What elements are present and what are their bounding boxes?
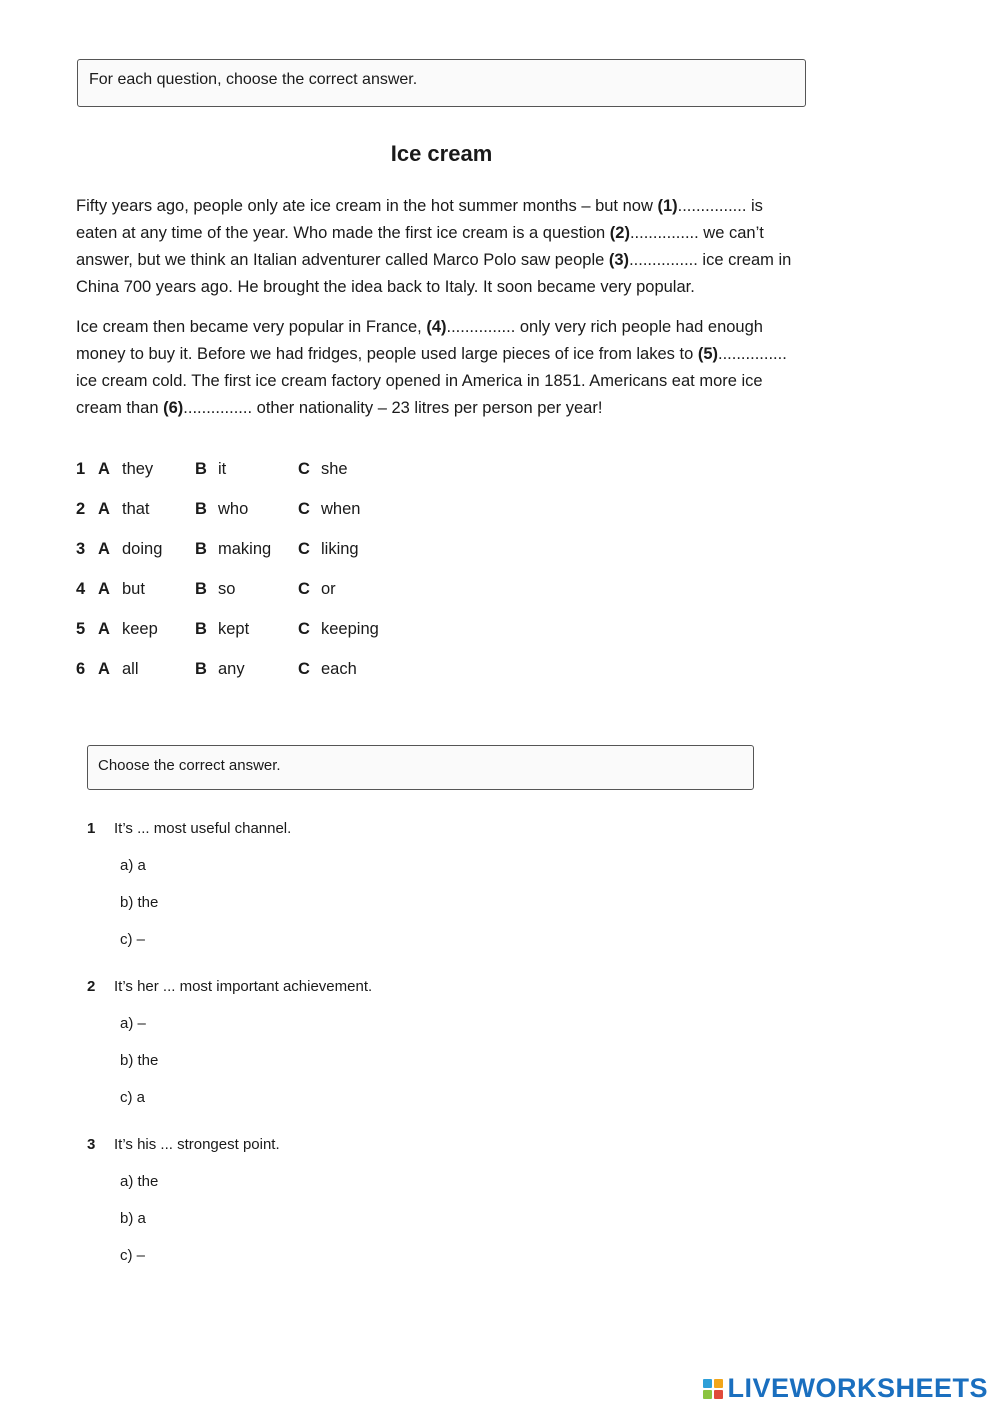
- passage-text: ............... ice cream in China 700 years ago. He brought the idea back to Italy. It soon became very popular.: [76, 251, 792, 296]
- question-number: 3: [76, 540, 86, 558]
- option-letter-a: A: [98, 540, 110, 558]
- question-row: [76, 658, 496, 698]
- option-c[interactable]: she: [321, 460, 348, 478]
- instruction-box: [77, 59, 806, 107]
- option-letter-a: A: [98, 500, 110, 518]
- question-number: 1: [87, 820, 96, 837]
- gap-number: (6): [163, 399, 184, 417]
- question-number: 2: [87, 978, 96, 995]
- option-c[interactable]: when: [321, 500, 361, 518]
- answer-options-list: [76, 458, 496, 698]
- option-b[interactable]: any: [218, 660, 245, 678]
- passage-paragraph-2: [76, 314, 806, 422]
- logo-square: [703, 1390, 712, 1399]
- passage-paragraph-1: [76, 193, 806, 301]
- option-a[interactable]: keep: [122, 620, 158, 638]
- option-c[interactable]: liking: [321, 540, 359, 558]
- option-letter-a: A: [98, 580, 110, 598]
- liveworksheets-logo-icon: [703, 1379, 723, 1399]
- question-number: 3: [87, 1136, 96, 1153]
- option-letter-b: B: [195, 500, 207, 518]
- option-letter-a: A: [98, 660, 110, 678]
- option-a[interactable]: they: [122, 460, 154, 478]
- option-b[interactable]: it: [218, 460, 227, 478]
- question-row: [76, 578, 496, 618]
- question-text: It’s ... most useful channel.: [114, 820, 292, 837]
- question-row: [76, 458, 496, 498]
- question-row: [76, 538, 496, 578]
- question-number: 1: [76, 460, 86, 478]
- question-text: It’s her ... most important achievement.: [114, 978, 373, 995]
- gap-number: (1): [657, 197, 678, 215]
- option-letter-c: C: [298, 660, 310, 678]
- grammar-question: [87, 818, 687, 976]
- passage-text: ............... is eaten at any time of the year. Who made the first ice cream is a question: [76, 197, 763, 242]
- passage-text: ............... we can’t answer, but we think an Italian adventurer called Marco Polo saw people: [76, 224, 764, 269]
- option-a[interactable]: that: [122, 500, 150, 518]
- passage-text: Fifty years ago, people only ate ice cream in the hot summer months – but now: [76, 197, 658, 215]
- answer-option[interactable]: b) the: [120, 1052, 159, 1069]
- answer-option[interactable]: c) –: [120, 931, 146, 948]
- option-b[interactable]: who: [218, 500, 249, 518]
- answer-option[interactable]: b) a: [120, 1210, 146, 1227]
- answer-option[interactable]: a) a: [120, 857, 146, 874]
- option-c[interactable]: keeping: [321, 620, 379, 638]
- gap-number: (5): [697, 345, 719, 363]
- option-letter-b: B: [195, 620, 207, 638]
- answer-option[interactable]: a) –: [120, 1015, 146, 1032]
- instruction-text: For each question, choose the correct answer.: [89, 71, 418, 88]
- gap-number: (3): [608, 251, 630, 269]
- gap-number: (4): [426, 318, 447, 336]
- passage-text: ............... other nationality – 23 litres per person per year!: [183, 399, 603, 417]
- grammar-questions: [87, 818, 687, 1292]
- option-letter-c: C: [298, 620, 310, 638]
- question-row: [76, 498, 496, 538]
- option-c[interactable]: or: [321, 580, 336, 598]
- question-number: 2: [76, 500, 86, 518]
- option-letter-a: A: [98, 460, 110, 478]
- brand-footer: [703, 1373, 988, 1404]
- option-letter-b: B: [195, 580, 207, 598]
- option-c[interactable]: each: [321, 660, 357, 678]
- question-text: It’s his ... strongest point.: [114, 1136, 280, 1153]
- option-a[interactable]: but: [122, 580, 145, 598]
- question-number: 4: [76, 580, 86, 598]
- answer-option[interactable]: c) a: [120, 1089, 146, 1106]
- brand-name: LIVEWORKSHEETS: [727, 1373, 988, 1403]
- gap-number: (2): [609, 224, 630, 242]
- question-number: 5: [76, 620, 86, 638]
- answer-option[interactable]: b) the: [120, 894, 159, 911]
- logo-square: [714, 1390, 723, 1399]
- question-row: [76, 618, 496, 658]
- option-letter-c: C: [298, 460, 310, 478]
- grammar-question: [87, 1134, 687, 1292]
- option-letter-b: B: [195, 660, 207, 678]
- passage-text: ............... only very rich people had enough money to buy it. Before we had fridges, people used large pieces of ice from lakes to: [76, 318, 763, 363]
- option-letter-b: B: [195, 460, 207, 478]
- option-a[interactable]: doing: [122, 540, 163, 558]
- question-number: 6: [76, 660, 86, 678]
- passage-title: Ice cream: [390, 141, 493, 166]
- instruction-box-2: [87, 745, 754, 790]
- option-letter-c: C: [298, 580, 310, 598]
- instruction-text-2: Choose the correct answer.: [98, 757, 281, 774]
- logo-square: [703, 1379, 712, 1388]
- answer-option[interactable]: c) –: [120, 1247, 146, 1264]
- option-letter-c: C: [298, 540, 310, 558]
- grammar-question: [87, 976, 687, 1134]
- option-letter-b: B: [195, 540, 207, 558]
- option-a[interactable]: all: [122, 660, 139, 678]
- passage-text: Ice cream then became very popular in France,: [76, 318, 427, 336]
- option-b[interactable]: so: [218, 580, 236, 598]
- logo-square: [714, 1379, 723, 1388]
- passage-text: ............... ice cream cold. The first ice cream factory opened in America in 1851. Americans eat more ice cream than: [76, 345, 787, 417]
- option-b[interactable]: making: [218, 540, 272, 558]
- option-letter-c: C: [298, 500, 310, 518]
- answer-option[interactable]: a) the: [120, 1173, 159, 1190]
- option-b[interactable]: kept: [218, 620, 250, 638]
- option-letter-a: A: [98, 620, 110, 638]
